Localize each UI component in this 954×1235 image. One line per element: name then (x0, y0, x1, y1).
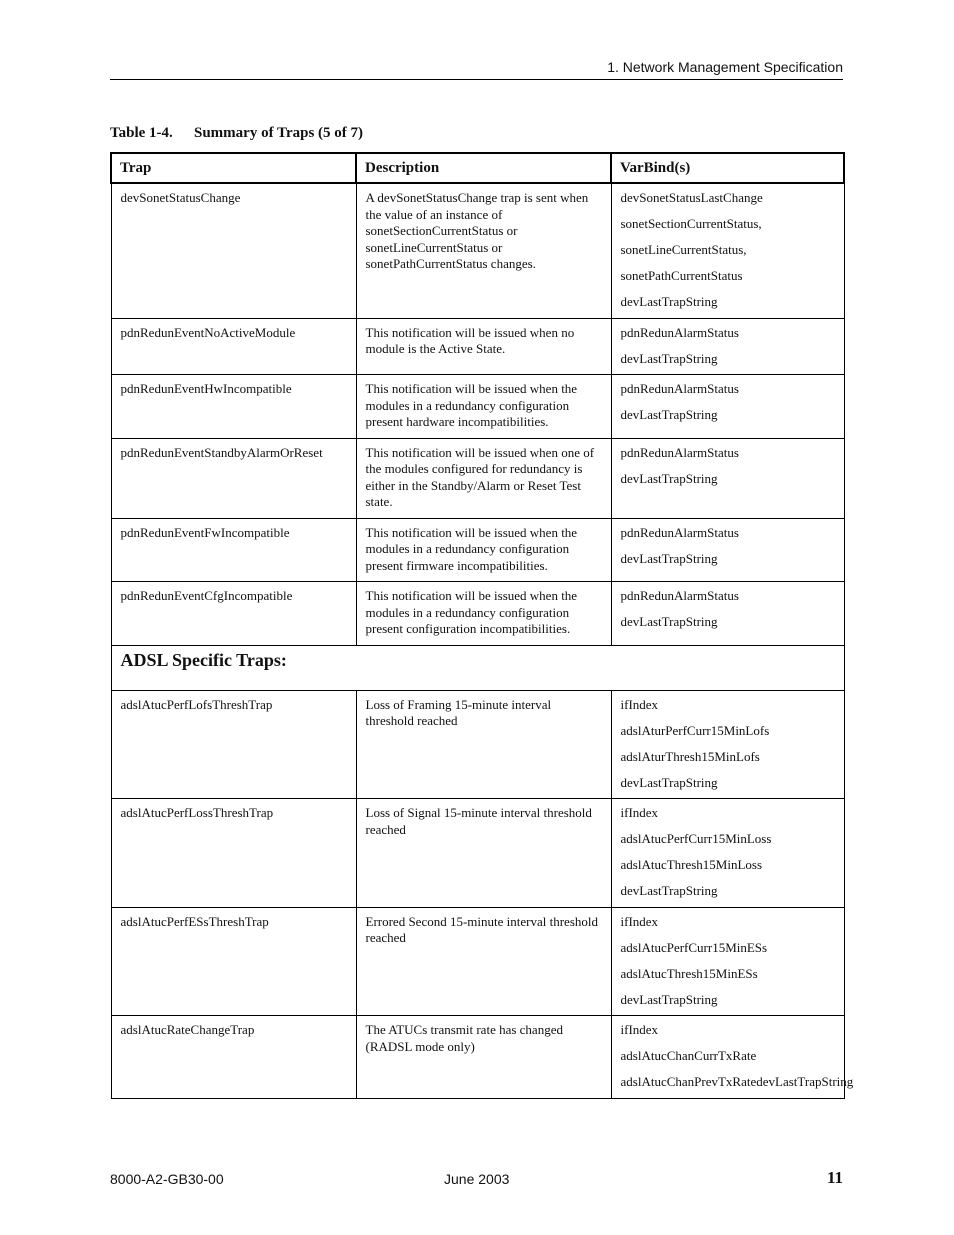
description-cell: This notification will be issued when the modules in a redundancy configuration present hardware incompatibilities. (356, 375, 611, 439)
table-caption (110, 125, 363, 142)
varbind-item: devLastTrapString (620, 294, 718, 309)
description-cell: The ATUCs transmit rate has changed (RADSL mode only) (356, 1016, 611, 1099)
section-heading: ADSL Specific Traps: (111, 645, 844, 690)
description-cell: Errored Second 15-minute interval threshold reached (356, 907, 611, 1016)
table-number: Table 1-4. (110, 125, 173, 141)
trap-name-cell: adslAtucPerfLofsThreshTrap (111, 690, 356, 799)
table-row (111, 183, 844, 318)
adsl-traps-body (111, 690, 854, 1098)
table-row (111, 690, 844, 799)
varbind-item: adslAturPerfCurr15MinLofs (620, 722, 770, 738)
description-cell: This notification will be issued when no module is the Active State. (356, 318, 611, 375)
varbinds-cell (611, 582, 844, 646)
table-row (111, 1016, 844, 1099)
trap-name-cell: pdnRedunEventFwIncompatible (111, 518, 356, 582)
page-number: 11 (826, 1168, 843, 1187)
trap-name-cell: pdnRedunEventStandbyAlarmOrReset (111, 438, 356, 518)
varbind-item: ifIndex (620, 805, 659, 820)
varbind-item: adslAtucPerfCurr15MinLoss (620, 831, 772, 846)
varbind-item: devLastTrapString (620, 883, 718, 898)
table-row (111, 318, 844, 375)
description-cell: This notification will be issued when the modules in a redundancy configuration present configuration incompatibilities. (356, 582, 611, 646)
column-header-varbinds: VarBind(s) (611, 153, 844, 183)
table-title: Summary of Traps (5 of 7) (194, 125, 364, 141)
varbind-item: devLastTrapString (620, 470, 718, 486)
varbind-item: devLastTrapString (620, 550, 718, 566)
varbinds-cell (611, 690, 844, 799)
table-row (111, 438, 844, 518)
description-cell: This notification will be issued when the modules in a redundancy configuration present firmware incompatibilities. (356, 518, 611, 582)
varbind-item: sonetLineCurrentStatus, (620, 242, 747, 257)
footer-doc-number: 8000-A2-GB30-00 (110, 1171, 224, 1187)
varbind-item: adslAtucChanPrevTxRatedevLastTrapString (620, 1074, 854, 1089)
varbind-item: ifIndex (620, 913, 659, 929)
description-cell: Loss of Signal 15-minute interval threshold reached (356, 799, 611, 908)
table-row (111, 799, 844, 908)
varbind-item: adslAtucThresh15MinESs (620, 965, 758, 981)
varbinds-cell (611, 799, 844, 908)
trap-name-cell: pdnRedunEventCfgIncompatible (111, 582, 356, 646)
varbind-item: devLastTrapString (620, 407, 718, 422)
varbind-item: pdnRedunAlarmStatus (620, 324, 739, 340)
varbind-item: adslAtucPerfCurr15MinESs (620, 939, 768, 955)
varbinds-cell (611, 438, 844, 518)
varbind-item: adslAtucChanCurrTxRate (620, 1048, 757, 1063)
description-cell: This notification will be issued when one of the modules configured for redundancy is either in the Standby/Alarm or Reset Test state. (356, 438, 611, 518)
description-cell: A devSonetStatusChange trap is sent when the value of an instance of sonetSectionCurrentStatus or sonetLineCurrentStatus or sonetPathCurrentStatus changes. (356, 183, 611, 318)
trap-name-cell: pdnRedunEventNoActiveModule (111, 318, 356, 375)
running-title: 1. Network Management Specification (607, 59, 843, 75)
table-row (111, 907, 844, 1016)
varbinds-cell (611, 318, 844, 375)
table-header-row (111, 153, 844, 183)
varbind-item: devLastTrapString (620, 614, 718, 629)
general-traps-body (111, 183, 844, 645)
column-header-description: Description (356, 153, 611, 183)
varbind-item: pdnRedunAlarmStatus (620, 588, 739, 603)
traps-table (110, 152, 854, 1099)
trap-name-cell: adslAtucRateChangeTrap (111, 1016, 356, 1099)
trap-name-cell: adslAtucPerfLossThreshTrap (111, 799, 356, 908)
varbind-item: devLastTrapString (620, 350, 718, 366)
description-cell: Loss of Framing 15-minute interval threshold reached (356, 690, 611, 799)
varbind-item: devLastTrapString (620, 774, 718, 790)
varbind-item: pdnRedunAlarmStatus (620, 381, 739, 396)
trap-name-cell: pdnRedunEventHwIncompatible (111, 375, 356, 439)
varbind-item: ifIndex (620, 696, 659, 712)
varbind-item: sonetSectionCurrentStatus, (620, 216, 762, 231)
trap-name-cell: adslAtucPerfESsThreshTrap (111, 907, 356, 1016)
varbinds-cell (611, 907, 844, 1016)
varbinds-cell (611, 375, 844, 439)
varbinds-cell (611, 183, 844, 318)
trap-name-cell: devSonetStatusChange (111, 183, 356, 318)
varbind-item: pdnRedunAlarmStatus (620, 524, 739, 540)
table-row (111, 375, 844, 439)
section-heading-row (111, 645, 844, 690)
table-row (111, 582, 844, 646)
table-row (111, 518, 844, 582)
running-header (110, 59, 843, 80)
varbind-item: adslAturThresh15MinLofs (620, 748, 760, 764)
varbind-item: adslAtucThresh15MinLoss (620, 857, 763, 872)
varbind-item: pdnRedunAlarmStatus (620, 444, 739, 460)
varbinds-cell (611, 1016, 854, 1099)
varbind-item: ifIndex (620, 1022, 659, 1037)
varbind-item: devSonetStatusLastChange (620, 190, 763, 205)
adsl-section (111, 645, 844, 690)
footer-date: June 2003 (444, 1171, 510, 1187)
varbind-item: sonetPathCurrentStatus (620, 268, 743, 283)
varbind-item: devLastTrapString (620, 991, 718, 1007)
column-header-trap: Trap (111, 153, 356, 183)
varbinds-cell (611, 518, 844, 582)
